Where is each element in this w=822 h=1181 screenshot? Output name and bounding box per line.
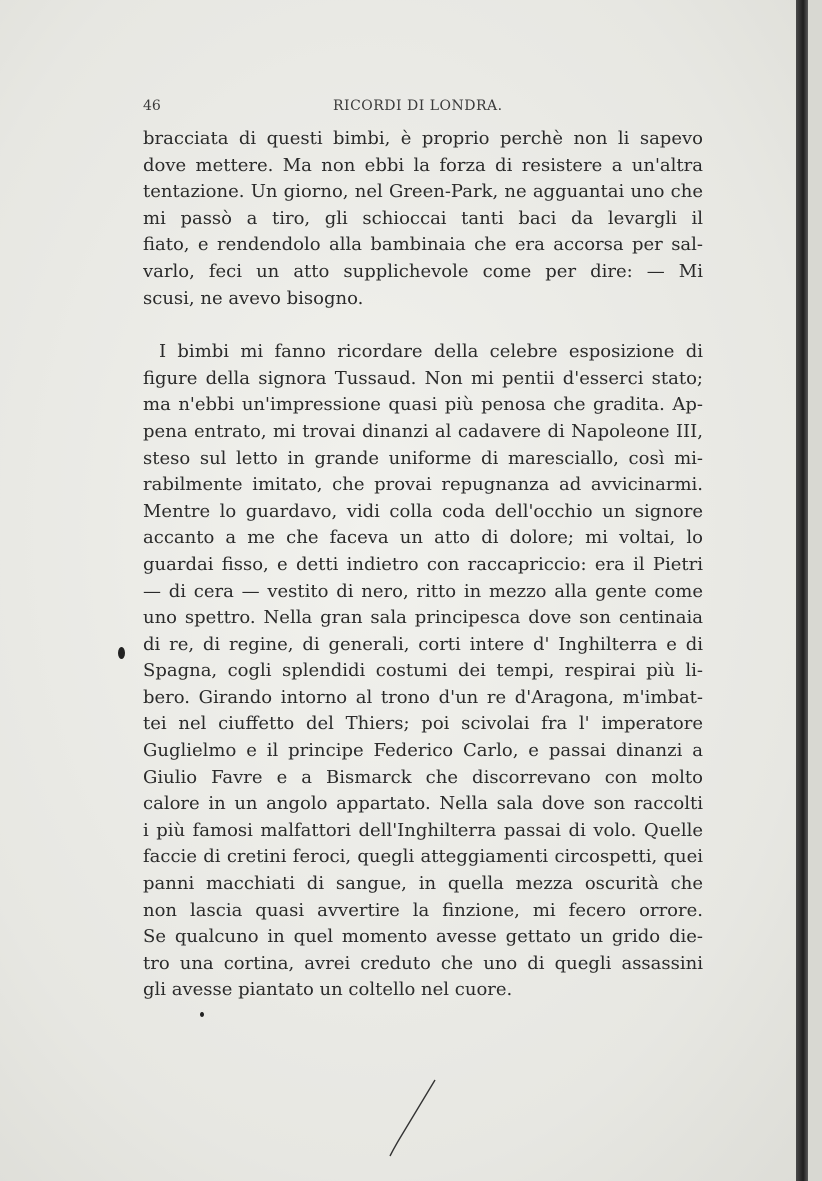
text-line: bero. Girando intorno al trono d'un re d'Aragona, m'imbat- xyxy=(143,686,703,708)
text-line: fiato, e rendendolo alla bambinaia che era accorsa per sal- xyxy=(143,234,703,256)
text-line: Spagna, cogli splendidi costumi dei tempi, respirai più li- xyxy=(143,660,703,682)
text-line: ma n'ebbi un'impressione quasi più penosa che gradita. Ap- xyxy=(143,394,703,416)
text-line: uno spettro. Nella gran sala principesca dove son centinaia xyxy=(143,607,703,629)
text-line: figure della signora Tussaud. Non mi pentii d'esserci stato; xyxy=(143,367,703,389)
text-line: rabilmente imitato, che provai repugnanza ad avvicinarmi. xyxy=(143,474,703,496)
text-line: Mentre lo guardavo, vidi colla coda dell'occhio un signore xyxy=(143,500,703,522)
page-number: 46 xyxy=(143,98,161,114)
paragraph-gap xyxy=(143,312,703,339)
text-line: tro una cortina, avrei creduto che uno di quegli assassini xyxy=(143,952,703,974)
paragraph-1 xyxy=(143,126,703,312)
text-line: calore in un angolo appartato. Nella sala dove son raccolti xyxy=(143,793,703,815)
text-line: Se qualcuno in quel momento avesse gettato un grido die- xyxy=(143,926,703,948)
text-line: — di cera — vestito di nero, ritto in mezzo alla gente come xyxy=(143,580,703,602)
pen-stroke-mark xyxy=(380,1078,440,1158)
running-title: RICORDI DI LONDRA. xyxy=(333,98,503,114)
text-line: pena entrato, mi trovai dinanzi al cadavere di Napoleone III, xyxy=(143,420,703,442)
text-line: dove mettere. Ma non ebbi la forza di resistere a un'altra xyxy=(143,154,703,176)
paragraph-2 xyxy=(143,339,703,1004)
text-line: Guglielmo e il principe Federico Carlo, e passai dinanzi a xyxy=(143,740,703,762)
text-line: bracciata di questi bimbi, è proprio perchè non li sapevo xyxy=(143,128,703,149)
text-line: non lascia quasi avvertire la finzione, mi fecero orrore. xyxy=(143,899,703,921)
text-line: accanto a me che faceva un atto di dolore; mi voltai, lo xyxy=(143,527,703,549)
ink-spot xyxy=(200,1012,204,1017)
text-line: panni macchiati di sangue, in quella mezza oscurità che xyxy=(143,873,703,895)
text-line: mi passò a tiro, gli schioccai tanti baci da levargli il xyxy=(143,207,703,229)
text-line: Giulio Favre e a Bismarck che discorrevano con molto xyxy=(143,766,703,788)
text-line: gli avesse piantato un coltello nel cuore. xyxy=(143,979,513,1001)
page-edge-shadow xyxy=(796,0,808,1181)
text-line: guardai fisso, e detti indietro con raccapriccio: era il Pietri xyxy=(143,553,703,575)
text-line: varlo, feci un atto supplichevole come per dire: — Mi xyxy=(143,260,703,282)
text-line: i più famosi malfattori dell'Inghilterra passai di volo. Quelle xyxy=(143,819,703,841)
text-line: tei nel ciuffetto del Thiers; poi scivolai fra l' imperatore xyxy=(143,713,703,735)
text-line: di re, di regine, di generali, corti intere d' Inghilterra e di xyxy=(143,633,703,655)
page-header xyxy=(143,98,703,118)
text-line: faccie di cretini feroci, quegli atteggiamenti circospetti, quei xyxy=(143,846,703,868)
text-line: I bimbi mi fanno ricordare della celebre esposizione di xyxy=(159,341,703,363)
text-line: steso sul letto in grande uniforme di maresciallo, così mi- xyxy=(143,447,703,469)
body-text xyxy=(143,126,703,1004)
text-line: scusi, ne avevo bisogno. xyxy=(143,287,364,309)
ink-spot xyxy=(118,647,125,659)
text-line: tentazione. Un giorno, nel Green-Park, ne agguantai uno che xyxy=(143,181,703,203)
adjacent-page-margin xyxy=(808,0,822,1181)
